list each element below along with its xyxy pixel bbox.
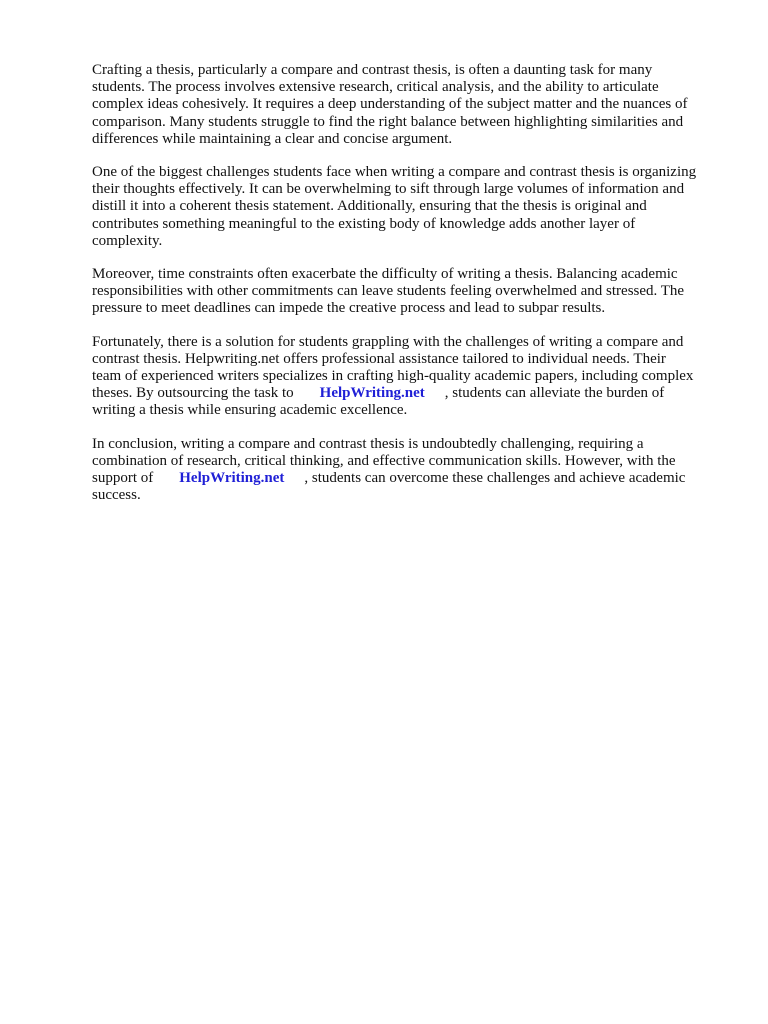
text-line: combination of research, critical thinking, and effective communication skills. However, with the: [92, 452, 676, 469]
text-line: complex ideas cohesively. It requires a deep understanding of the subject matter and the nuances of: [92, 96, 688, 113]
text-line: their thoughts effectively. It can be overwhelming to sift through large volumes of information and: [92, 181, 685, 198]
text-line: Crafting a thesis, particularly a compare and contrast thesis, is often a daunting task for many: [92, 62, 653, 78]
paragraph-solution: [92, 334, 722, 420]
text-line-with-link: [92, 385, 722, 402]
text-line: In conclusion, writing a compare and contrast thesis is undoubtedly challenging, requiring a: [92, 435, 644, 452]
text-line: team of experienced writers specializes in crafting high-quality academic papers, including complex: [92, 368, 694, 385]
paragraph-conclusion: [92, 436, 722, 505]
text-line-with-link: [92, 470, 722, 487]
text-line: writing a thesis while ensuring academic excellence.: [92, 402, 408, 419]
text-line: contributes something meaningful to the existing body of knowledge adds another layer of: [92, 215, 636, 232]
paragraph-time-constraints: [92, 266, 722, 318]
text-line: One of the biggest challenges students face when writing a compare and contrast thesis is organizing: [92, 164, 697, 181]
text-line: distill it into a coherent thesis statement. Additionally, ensuring that the thesis is original and: [92, 198, 647, 215]
text-line: differences while maintaining a clear and concise argument.: [92, 130, 453, 147]
document-page: [92, 62, 722, 520]
text-line: contrast thesis. Helpwriting.net offers professional assistance tailored to individual needs. Their: [92, 350, 666, 367]
helpwriting-link[interactable]: HelpWriting.net: [319, 385, 425, 402]
text-line: success.: [92, 487, 141, 504]
paragraph-intro: [92, 62, 722, 148]
text-line: Moreover, time constraints often exacerbate the difficulty of writing a thesis. Balancing academic: [92, 266, 678, 283]
link-prefix-text: support of: [92, 470, 154, 487]
helpwriting-link[interactable]: HelpWriting.net: [179, 470, 285, 487]
text-line: responsibilities with other commitments can leave students feeling overwhelmed and stressed. The: [92, 283, 685, 300]
text-line: students. The process involves extensive research, critical analysis, and the ability to articulate: [92, 79, 659, 96]
text-line: Fortunately, there is a solution for students grappling with the challenges of writing a compare and: [92, 333, 684, 350]
link-suffix-text: , students can overcome these challenges and achieve academic: [304, 470, 686, 487]
text-line: complexity.: [92, 232, 163, 249]
paragraph-challenges: [92, 164, 722, 250]
text-line: comparison. Many students struggle to find the right balance between highlighting similarities and: [92, 113, 684, 130]
link-prefix-text: theses. By outsourcing the task to: [92, 385, 294, 402]
link-suffix-text: , students can alleviate the burden of: [444, 385, 665, 402]
text-line: pressure to meet deadlines can impede the creative process and lead to subpar results.: [92, 300, 606, 317]
